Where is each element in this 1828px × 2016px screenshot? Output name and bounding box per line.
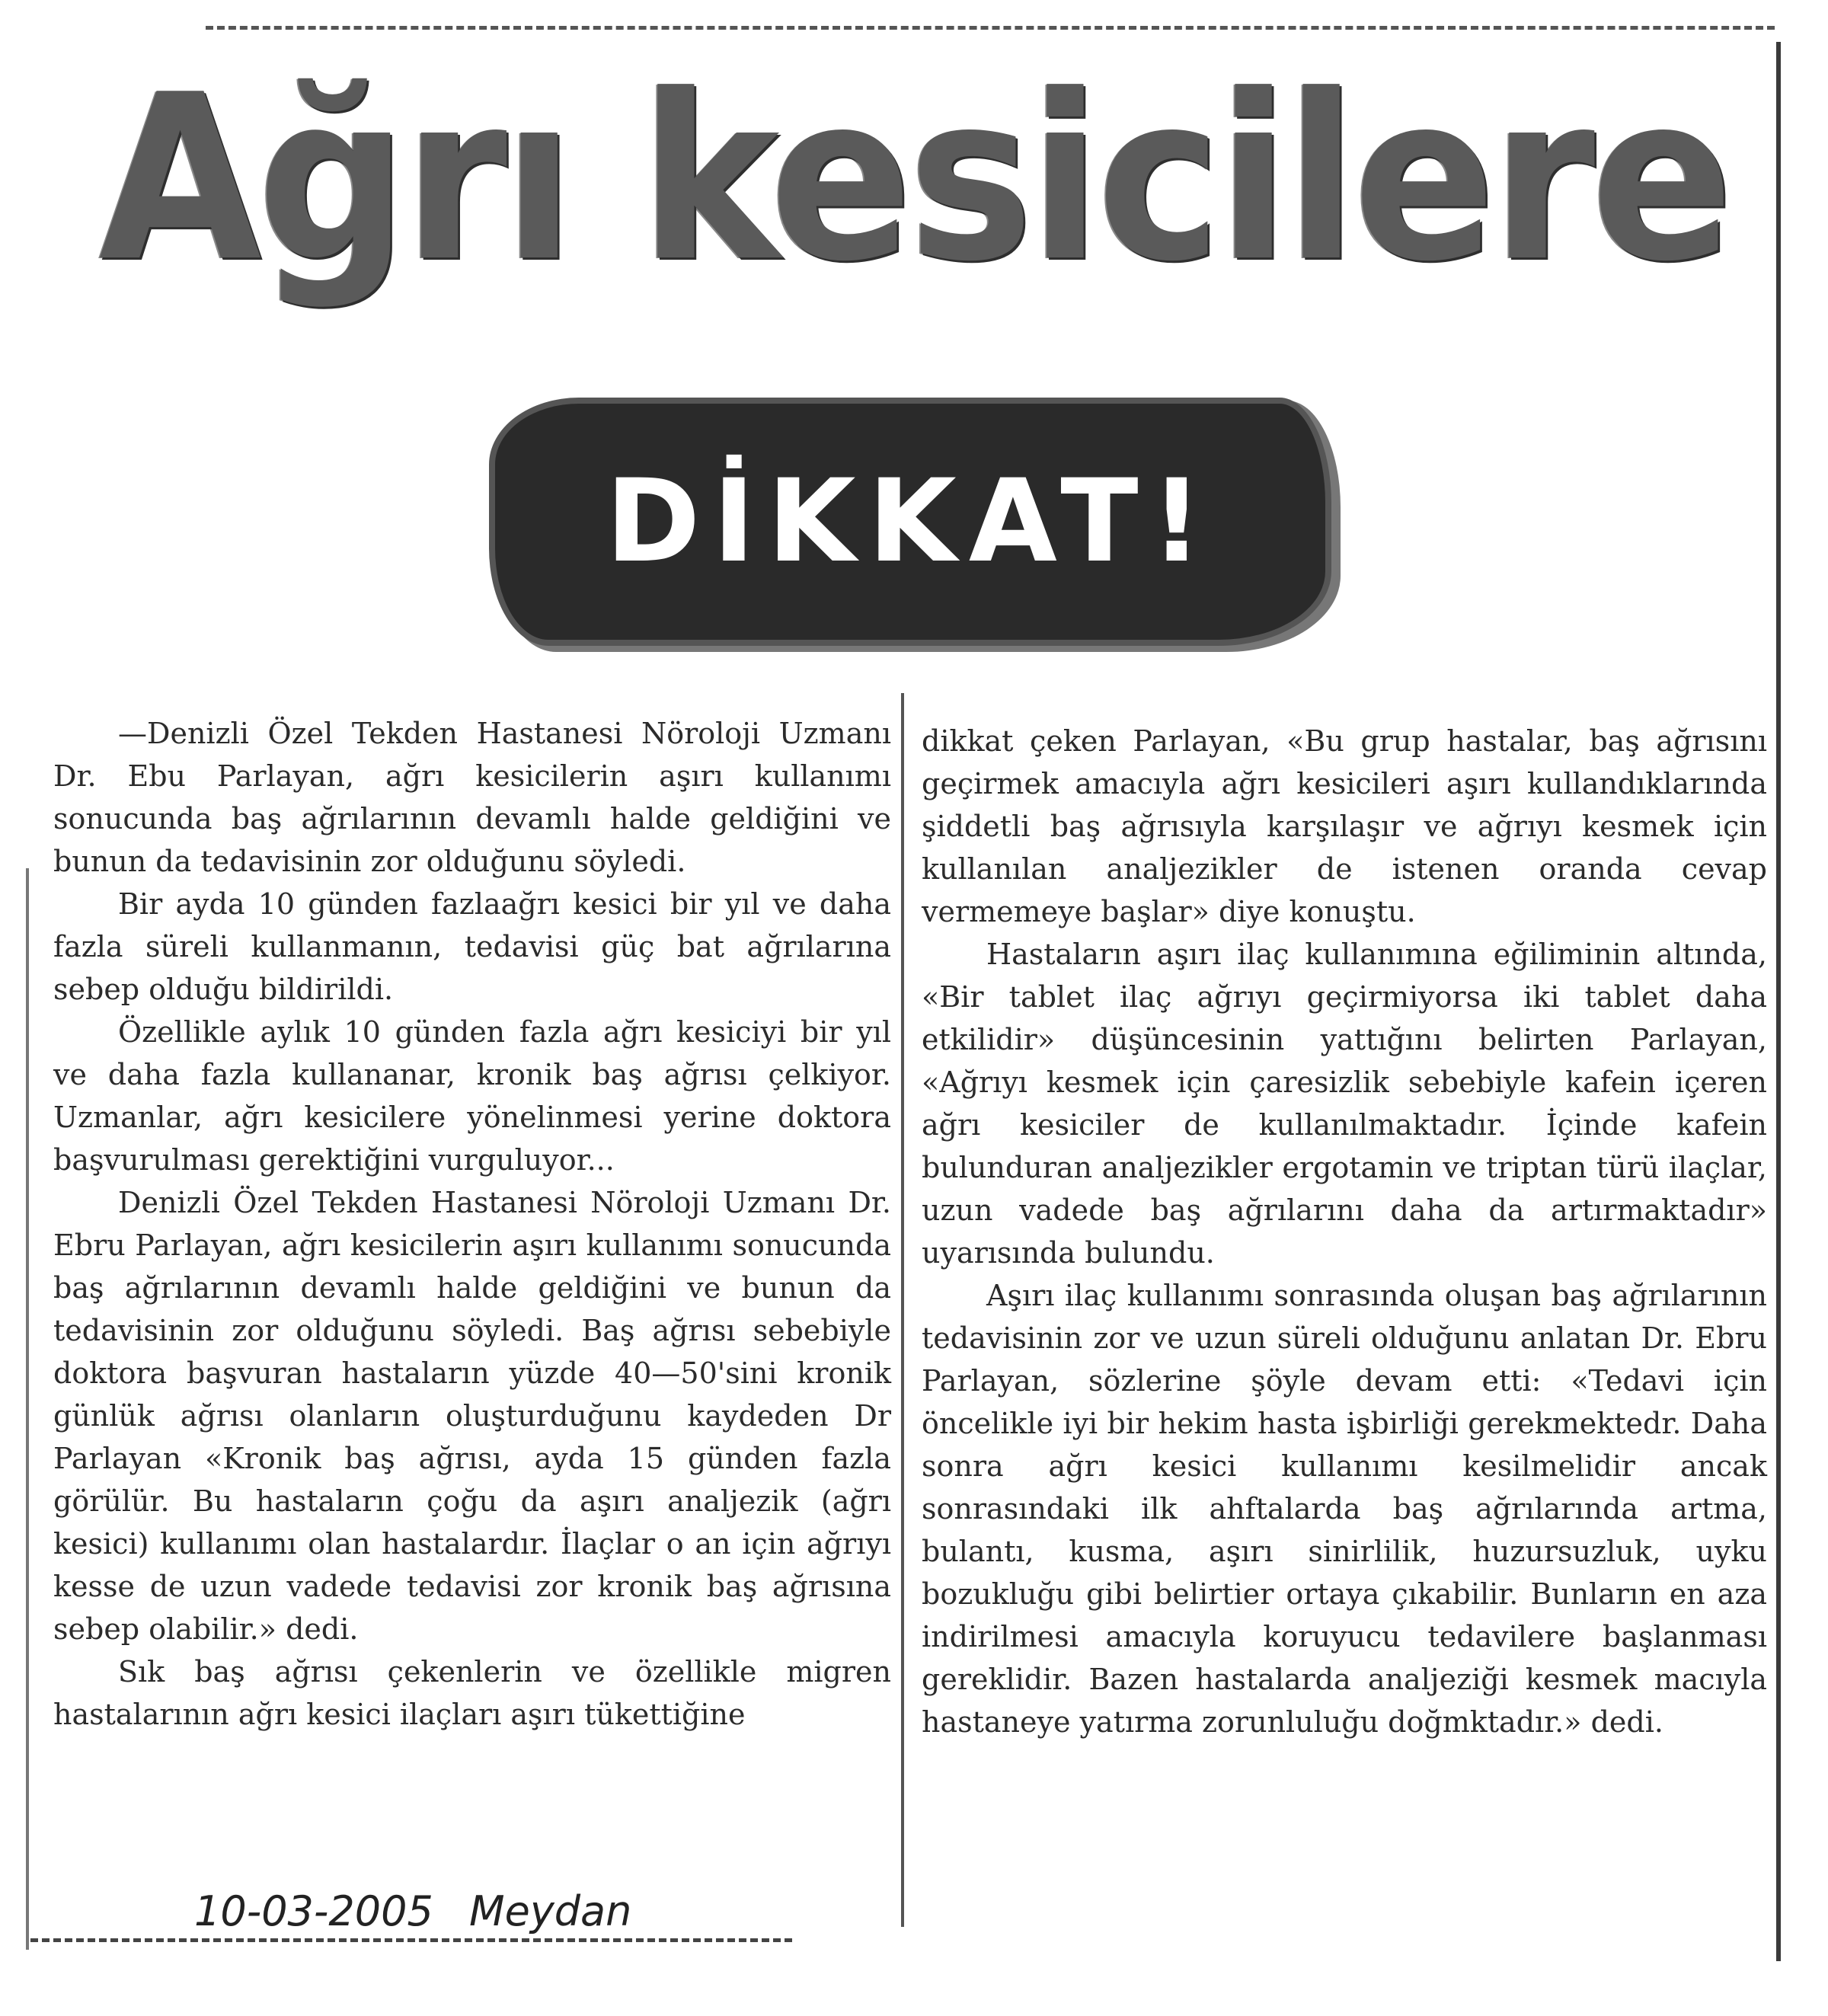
dikkat-banner bbox=[495, 404, 1325, 640]
footer-dashed-rule bbox=[30, 1938, 792, 1942]
left-border-rule bbox=[26, 868, 29, 1950]
paragraph: —Denizli Özel Tekden Hastanesi Nöroloji Uzmanı Dr. Ebu Parlayan, ağrı kesicilerin aşırı kullanımı sonucunda baş ağrılarının devamlı halde geldiğini ve bunun da tedavisinin zor olduğunu söyledi. bbox=[53, 717, 891, 878]
footer-date: 10-03-2005 bbox=[194, 1887, 433, 1935]
paragraph: Aşırı ilaç kullanımı sonrasında oluşan baş ağrılarının tedavisinin zor ve uzun süreli olduğunu anlatan Dr. Ebru Parlayan, sözlerine şöyle devam etti: «Tedavi için öncelikle iyi bir hekim hasta işbirliği gerekmektedr. Daha sonra ağrı kesici kullanımı kesilmelidir ancak sonrasındaki ilk ahftalarda baş ağrılarında artma, bulantı, kusma, aşırı sinirlilik, huzursuzluk, uyku bozukluğu gibi belirtier ortaya çıkabilir. Bunların en aza indirilmesi amacıyla koruyucu tedavilere başlanması gereklidir. Bazen hastalarda analjeziği kesmek macıyla hastaneye yatırma zorunluluğu doğmktadır.» dedi. bbox=[922, 1279, 1767, 1739]
handwritten-source-note bbox=[187, 1887, 662, 1935]
banner-text: DİKKAT! bbox=[606, 455, 1215, 588]
footer-source: Meydan bbox=[469, 1887, 632, 1935]
paragraph: Denizli Özel Tekden Hastanesi Nöroloji Uzmanı Dr. Ebru Parlayan, ağrı kesicilerin aşırı kullanımı sonucunda baş ağrılarının devamlı halde geldiğini ve bunun da tedavisinin zor olduğunu söyledi. Baş ağrısı sebebiyle doktora başvuran hastaların yüzde 40—50'sini kronik günlük ağrısı olanların oluşturduğunu kaydeden Dr Parlayan «Kronik baş ağrısı, ayda 15 günden fazla görülür. Bu hastaların çoğu da aşırı analjezik (ağrı kesici) kullanımı olan hastalardır. İlaçlar o an için ağrıyı kesse de uzun vadede tedavisi zor kronik baş ağrısına sebep olabilir.» dedi. bbox=[53, 1186, 891, 1646]
article-right-column bbox=[922, 720, 1767, 1743]
paragraph: Hastaların aşırı ilaç kullanımına eğiliminin altında, «Bir tablet ilaç ağrıyı geçirmiyorsa iki tablet daha etkilidir» düşüncesinin yattığını belirten Parlayan, «Ağrıyı kesmek için çaresizlik sebebiyle kafein içeren ağrı kesiciler de kullanılmaktadır. İçinde kafein bulunduran analjezikler ergotamin ve triptan türü ilaçlar, uzun vadede baş ağrılarını daha da artırmaktadır» uyarısında bulundu. bbox=[922, 938, 1767, 1270]
paragraph: Özellikle aylık 10 günden fazla ağrı kesiciyi bir yıl ve daha fazla kullananar, kronik baş ağrısı çelkiyor. Uzmanlar, ağrı kesicilere yönelinmesi yerine doktora başvurulması gerektiğini vurguluyor... bbox=[53, 1015, 891, 1177]
headline: Ağrı kesicilere bbox=[98, 46, 1730, 312]
paragraph: dikkat çeken Parlayan, «Bu grup hastalar, baş ağrısını geçirmek amacıyla ağrı kesicileri aşırı kullandıklarında şiddetli baş ağrısıyla karşılaşır ve ağrıyı kesmek için kullanılan analjezikler de istenen oranda cevap vermemeye başlar» diye konuştu. bbox=[922, 724, 1767, 928]
paragraph: Bir ayda 10 günden fazlaağrı kesici bir yıl ve daha fazla süreli kullanmanın, tedavisi güç bat ağrılarına sebep olduğu bildirildi. bbox=[53, 887, 891, 1006]
paragraph: Sık baş ağrısı çekenlerin ve özellikle migren hastalarının ağrı kesici ilaçları aşırı tükettiğine bbox=[53, 1655, 891, 1731]
right-border-rule bbox=[1776, 42, 1781, 1961]
column-divider bbox=[901, 693, 904, 1927]
top-dashed-rule bbox=[206, 26, 1775, 30]
article-left-column bbox=[53, 712, 891, 1736]
